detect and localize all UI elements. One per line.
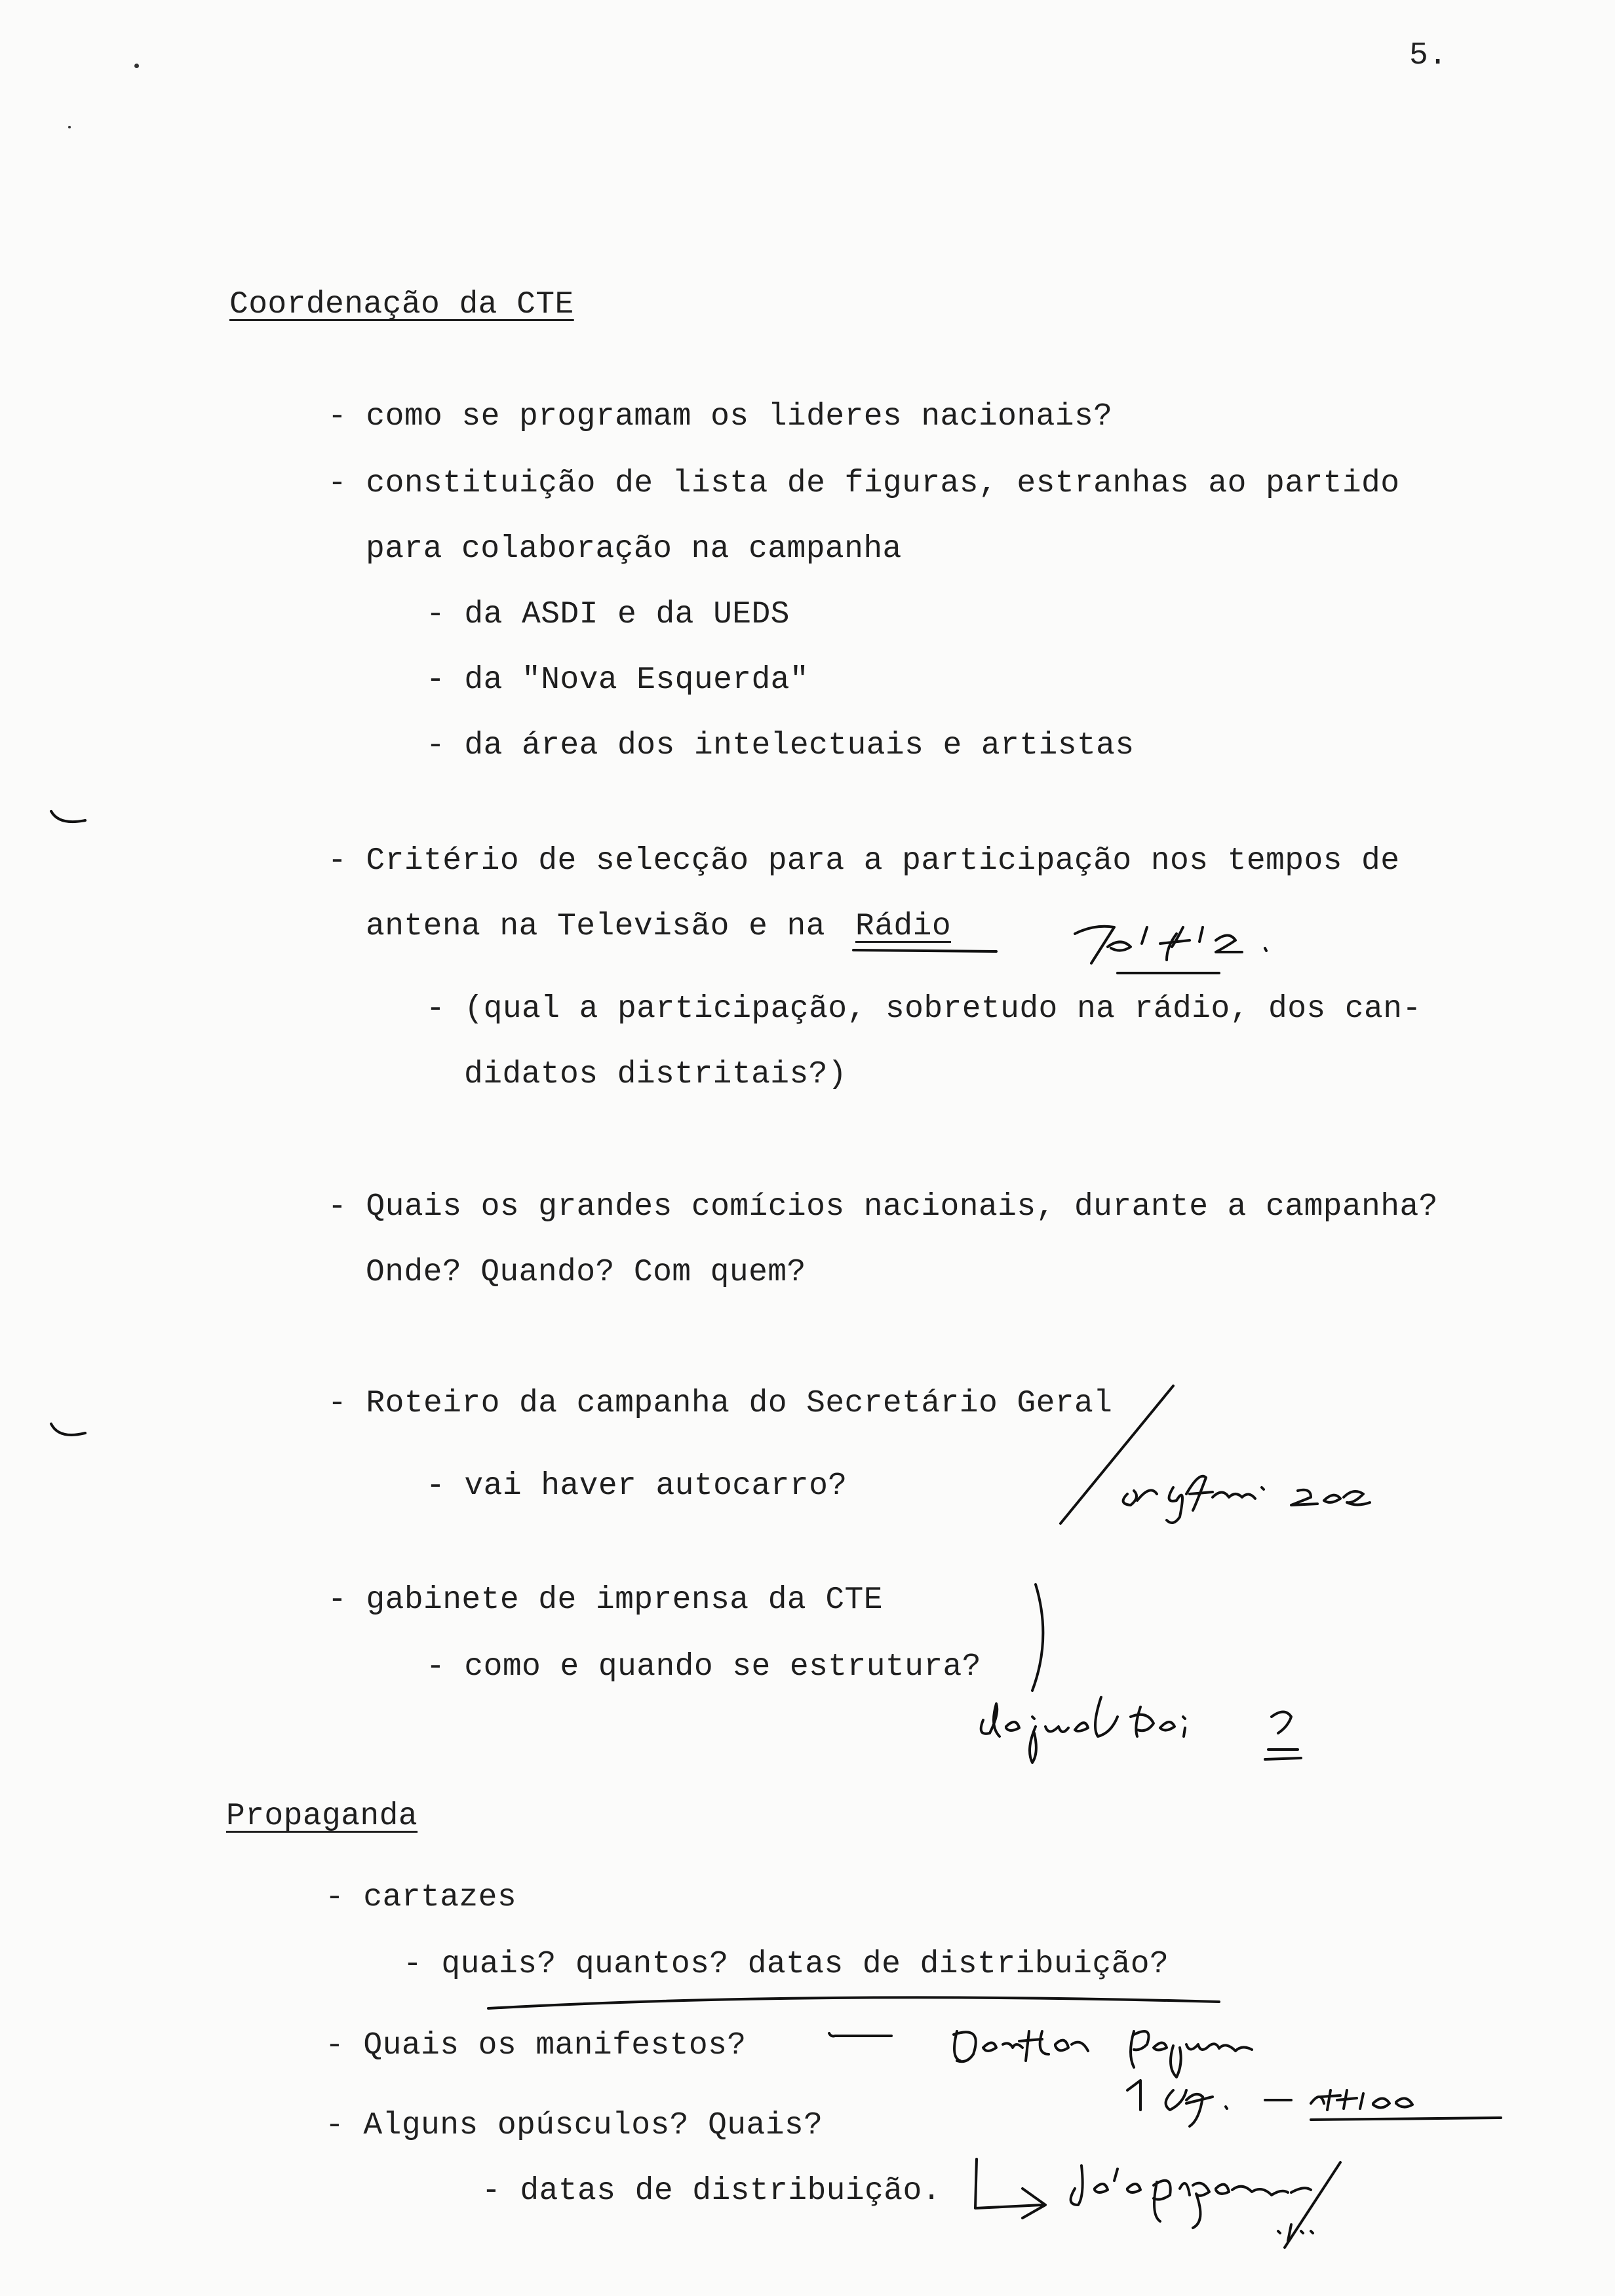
list-item: - gabinete de imprensa da CTE	[328, 1582, 883, 1618]
speck-mark	[134, 64, 139, 68]
list-item: - Alguns opúsculos? Quais?	[325, 2108, 823, 2143]
handwritten-arrow-mark	[970, 2152, 1062, 2231]
handwritten-note-distribuicao	[1062, 2149, 1429, 2280]
list-item: - da área dos intelectuais e artistas	[426, 728, 1135, 763]
list-item: - constituição de lista de figuras, estranhas ao partido	[328, 466, 1400, 501]
list-item: - Critério de selecção para a participação nos tempos de	[328, 843, 1400, 879]
list-item: - vai haver autocarro?	[426, 1468, 847, 1504]
handwritten-brace-mark	[1022, 1579, 1062, 1697]
list-item: - datas de distribuição.	[482, 2173, 941, 2209]
margin-bracket-mark	[46, 1419, 98, 1451]
list-item: didatos distritais?)	[464, 1057, 847, 1092]
list-item-underlined: Rádio	[855, 909, 952, 944]
section-heading-propaganda: Propaganda	[226, 1799, 418, 1834]
list-item: - da "Nova Esquerda"	[426, 662, 809, 698]
handwritten-note-autocarro	[1114, 1458, 1416, 1530]
list-item: - Quais os manifestos?	[325, 2028, 747, 2063]
list-item: antena na Televisão e na	[366, 909, 845, 944]
section-heading-coordenacao: Coordenação da CTE	[229, 287, 574, 322]
handwritten-note-manifestos	[944, 2005, 1534, 2156]
list-item: para colaboração na campanha	[366, 531, 902, 567]
list-item: - Quais os grandes comícios nacionais, durante a campanha?	[328, 1189, 1438, 1225]
list-item: - Roteiro da campanha do Secretário Geral	[328, 1386, 1113, 1421]
margin-bracket-mark	[46, 806, 98, 839]
handwritten-dash-mark	[826, 2028, 898, 2048]
page-number: 5.	[1409, 38, 1448, 73]
list-item: Onde? Quando? Com quem?	[366, 1255, 806, 1290]
radio-extra-underline	[852, 944, 1009, 957]
list-item: - da ASDI e da UEDS	[426, 597, 790, 632]
list-item: - quais? quantos? datas de distribuição?	[403, 1947, 1169, 1982]
list-item: - como se programam os lideres nacionais?	[328, 399, 1113, 434]
speck-mark	[68, 126, 71, 128]
handwritten-note-radio	[1068, 908, 1285, 980]
handwritten-note-imprensa	[970, 1687, 1337, 1772]
list-item: - cartazes	[325, 1880, 517, 1915]
list-item: - (qual a participação, sobretudo na rádio, dos can-	[426, 991, 1422, 1027]
list-item: - como e quando se estrutura?	[426, 1649, 981, 1685]
